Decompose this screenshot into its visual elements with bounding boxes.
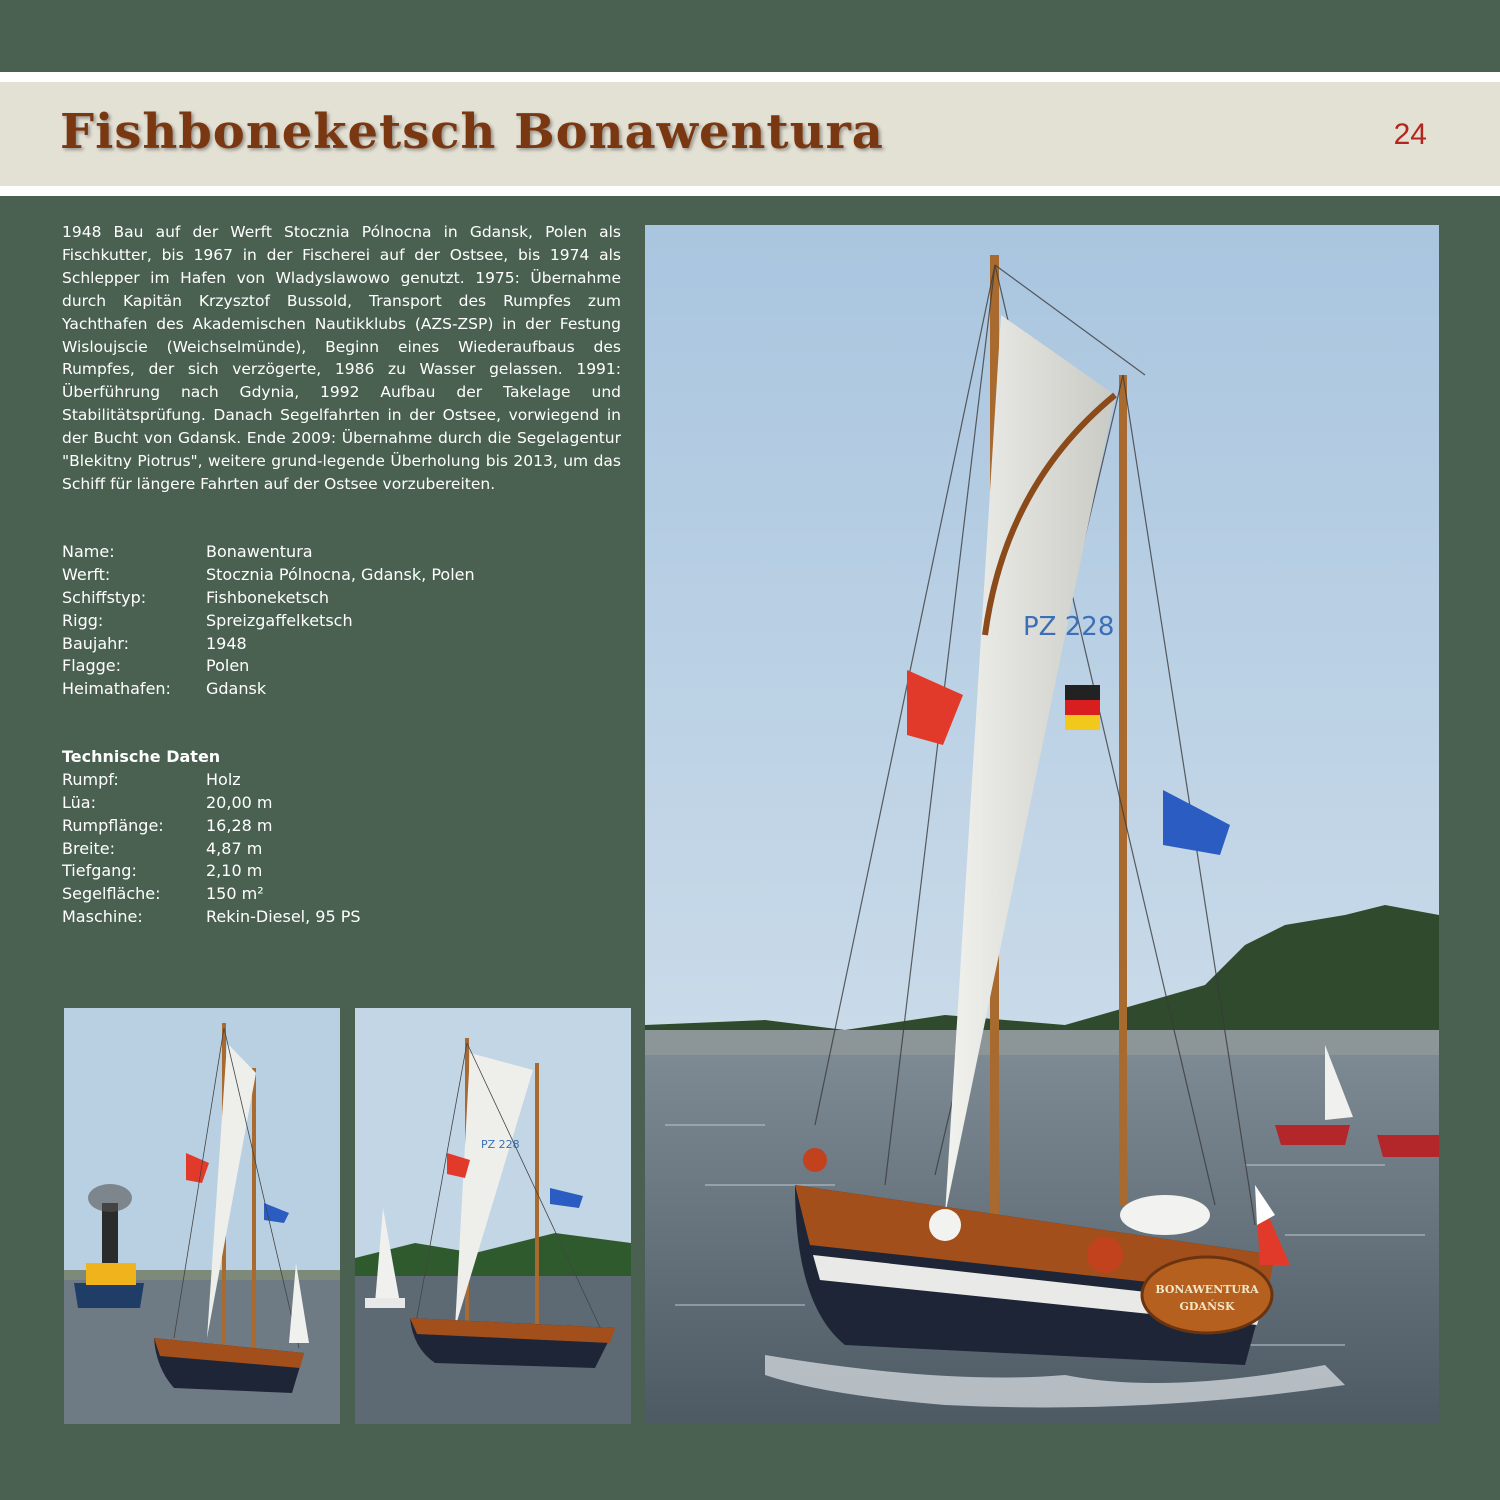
tech-value: 16,28 m	[206, 815, 273, 835]
spec-label: Name:	[62, 542, 115, 561]
spec-value: Bonawentura	[206, 542, 313, 561]
spec-value: 1948	[206, 633, 247, 653]
tech-row-rumpf	[62, 769, 622, 792]
tech-row-rumpflaenge	[62, 815, 622, 838]
spec-row-baujahr	[62, 633, 622, 656]
tech-label: Rumpf:	[62, 769, 119, 789]
spec-value: Fishboneketsch	[206, 587, 329, 607]
main-ship-illustration	[645, 225, 1439, 1423]
tech-row-segelflaeche	[62, 883, 622, 906]
history-text: 1948 Bau auf der Werft Stocznia Pólnocna in Gdansk, Polen als Fischkutter, bis 1967 in der Fischerei auf der Ostsee, bis 1974 als Schlepper im Hafen von Wladyslawowo genutzt. 1975: Übernahme durch Kapitän Krzysztof Bussold, Transport des Rumpfes zum Yachthafen des Akademischen Nautikklubs (AZS-ZSP) in der Festung Wisloujscie (Weichselmünde), Beginn eines Wiederaufbaus des Rumpfes, der sich verzögerte, 1986 zu Wasser gelassen. 1991: Überführung nach Gdynia, 1992 Aufbau der Takelage und Stabilitätsprüfung. Danach Segelfahrten in der Ostsee, vorwiegend in der Bucht von Gdansk. Ende 2009: Übernahme durch die Segelagentur "Blekitny Piotrus", weitere grund-legende Überholung bis 2013, um das Schiff für längere Fahrten auf der Ostsee vorzubereiten.	[62, 223, 621, 493]
spec-value: Spreizgaffelketsch	[206, 610, 353, 630]
spec-row-werft	[62, 564, 622, 587]
sail-number-small-text: PZ 228	[481, 1138, 520, 1151]
spec-value: Gdansk	[206, 679, 267, 699]
stern-name-text: BONAWENTURA	[1155, 1283, 1259, 1296]
tech-value: 2,10 m	[206, 861, 263, 881]
tech-label: Tiefgang:	[62, 861, 137, 881]
tech-value: 20,00 m	[206, 792, 273, 812]
spec-row-name	[62, 541, 622, 564]
secondary-ship-illustration-left	[64, 1008, 340, 1424]
technical-data-table	[62, 746, 622, 929]
spec-label: Flagge:	[62, 656, 121, 676]
secondary-ship-photo-right	[355, 1008, 631, 1424]
technical-heading: Technische Daten	[62, 747, 221, 766]
spec-label: Werft:	[62, 564, 111, 584]
tech-label: Lüa:	[62, 792, 96, 812]
spec-value: Stocznia Pólnocna, Gdansk, Polen	[206, 564, 475, 584]
tech-label: Breite:	[62, 838, 115, 858]
secondary-ship-illustration-right	[355, 1008, 631, 1424]
sail-number-text: PZ 228	[1023, 612, 1115, 642]
spec-row-rigg	[62, 610, 622, 633]
tech-value: 150 m²	[206, 884, 264, 904]
secondary-ship-photo-left	[64, 1008, 340, 1424]
spec-label: Rigg:	[62, 610, 104, 630]
tech-label: Rumpflänge:	[62, 815, 164, 835]
tech-value: 4,87 m	[206, 838, 263, 858]
spec-row-heimathafen	[62, 678, 622, 701]
tech-label: Maschine:	[62, 907, 143, 927]
spec-value: Polen	[206, 656, 250, 676]
main-ship-photo	[645, 225, 1439, 1423]
tech-row-luea	[62, 792, 622, 815]
spec-label: Heimathafen:	[62, 679, 171, 699]
page-title: Fishboneketsch Bonawentura	[60, 104, 884, 160]
spec-row-flagge	[62, 655, 622, 678]
tech-value: Rekin-Diesel, 95 PS	[206, 907, 361, 927]
tech-row-maschine	[62, 906, 622, 929]
tech-row-tiefgang	[62, 860, 622, 883]
tech-label: Segelfläche:	[62, 884, 161, 904]
spec-row-schiffstyp	[62, 587, 622, 610]
page-number: 24	[1393, 118, 1427, 151]
spec-label: Schiffstyp:	[62, 587, 147, 607]
specs-table	[62, 541, 622, 701]
stern-port-text: GDAŃSK	[1179, 1300, 1235, 1313]
tech-row-breite	[62, 838, 622, 861]
tech-value: Holz	[206, 769, 241, 789]
spec-label: Baujahr:	[62, 633, 129, 653]
